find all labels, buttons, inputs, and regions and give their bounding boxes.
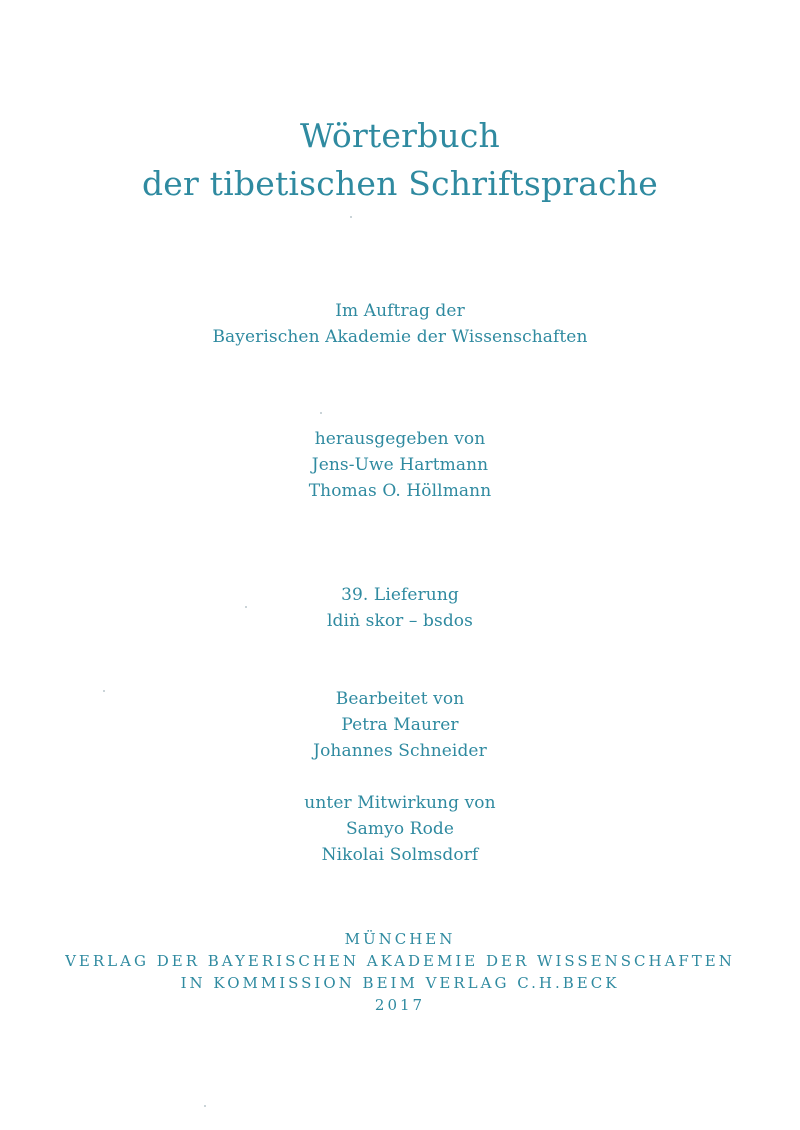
commission-block [0,298,800,350]
scan-speck [350,216,352,218]
publisher-line-1: VERLAG DER BAYERISCHEN AKADEMIE DER WISSENSCHAFTEN [65,952,735,970]
book-title [0,112,800,208]
scan-speck [204,1105,206,1107]
commission-line-1: Im Auftrag der [335,301,465,321]
collaborator-name: Nikolai Solmsdorf [321,845,479,865]
scan-speck [320,412,322,414]
title-line-2: der tibetischen Schriftsprache [141,164,659,203]
scan-speck [103,690,105,692]
edited-by-block [0,686,800,764]
installment-number: 39. Lieferung [341,585,459,605]
installment-range: ldiṅ skor – bsdos [327,611,473,631]
installment-block [0,582,800,634]
title-line-1: Wörterbuch [300,116,500,155]
editors-intro: herausgegeben von [314,429,486,449]
editor-name: Thomas O. Höllmann [308,481,492,501]
editors-block [0,426,800,504]
editor-name: Johannes Schneider [313,741,487,761]
collaborator-name: Samyo Rode [345,819,455,839]
commission-line-2: Bayerischen Akademie der Wissenschaften [212,327,588,347]
publisher-block [0,928,800,1016]
scan-speck [245,606,247,608]
publisher-city: MÜNCHEN [344,930,456,948]
edited-by-intro: Bearbeitet von [335,689,465,709]
editor-name: Petra Maurer [341,715,459,735]
collaboration-block [0,790,800,868]
collaboration-intro: unter Mitwirkung von [304,793,496,813]
publication-year: 2017 [374,996,426,1014]
editor-name: Jens-Uwe Hartmann [311,455,489,475]
publisher-line-2: IN KOMMISSION BEIM VERLAG C.H.BECK [180,974,620,992]
